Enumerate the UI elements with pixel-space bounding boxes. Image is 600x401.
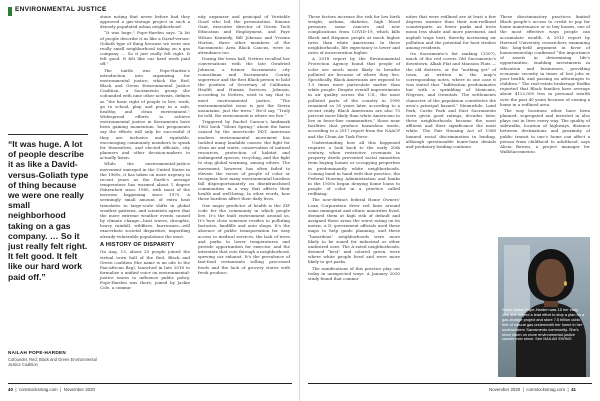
paragraph: Understanding how all this happened requires a look back to the early 20th century, when restrictive covenants in property deeds prevented racial minorities from buying homes or occupying properties in predominantly white neighborhoods. Coming hand in hand with that practice, the Federal Housing Administration and banks in the 1930s began denying home loans to people of color in a practice called redlining. xyxy=(308,139,400,197)
section-marker xyxy=(8,7,12,16)
column-4 xyxy=(406,14,496,150)
column-2 xyxy=(198,14,290,276)
paragraph: The way locations other have been planned, segregated and invested in also plays out in lives every way. The quality of sidewalks, location of highways, distance between destinations and proximity of public transit to one’s home can affect a person from childhood to adulthood, says Alicia Bowen, a project manager for WalkSacramento. xyxy=(500,107,590,155)
footer-right: November 2020 | comstocksmag.com | 41 xyxy=(489,387,576,392)
page-number: 40 xyxy=(8,387,13,392)
paragraph: “It was huge,” Pope-Harden says. “A lot of people describe it as like a David-versus-Goliath type of thing because we were one really small neighborhood taking on a gas company. … So it just really felt right. It felt good. It felt like our hard work paid off.” xyxy=(100,30,190,67)
issue-date: November 2020 xyxy=(489,387,521,392)
column-5 xyxy=(500,14,590,155)
paragraph: One major predictor of health is the ZIP code for the community in which people live. It’s the built environment around us. It’s how close someone resides to polluting factories, landfills and auto shops. It’s the absence of public transportation for easy access to medical services, the lack of trees and parks to lower temperatures and provide opportunities for exercise, and the interstate that cuts through a neighborhood, spewing car exhaust. It’s the prevalence of fast-food restaurants selling processed foods and the lack of grocery stores with fresh produce. xyxy=(198,202,290,275)
column-3 xyxy=(308,14,400,282)
paragraph: These discriminatory practices limited Black people’s access to credit to pay for home maintenance or to buy homes, one of the most effective ways people can accumulate wealth. A 2015 report by Harvard University researchers examining this long-held argument in favor of homeownership confirmed “the importance of assets in determining life’s opportunities, enabling investments in education and businesses, providing economic security in times of lost jobs or poor health, and passing on advantages to children.” The real-estate brokerage Redfin reported that Black families have average about $122,000 less in personal wealth over the past 40 years because of owning a home in a redlined area. xyxy=(500,14,590,107)
pull-quote-name: NAILAH POPE-HARDEN xyxy=(8,350,66,355)
photo-earring xyxy=(564,281,567,286)
photo-figure-face xyxy=(536,259,566,297)
paragraph: While the environmental-justice movement emerged in the United States in the 1960s, it has taken on more urgency in recent years as the Earth’s average temperature has warmed about 1 degree Fahrenheit since 1980, with most of the increase happening since 1975. A seemingly small amount of extra heat translates to large-scale shifts in global weather patterns, and scientists agree that the more extreme weather events caused by climate change—heat waves, droughts, heavy rainfall, wildfires, hurricanes—will exacerbate societal disparities, imperiling already-vulnerable populations the most. xyxy=(100,161,190,239)
paragraph: stone noting that never before had they approved a gas-storage project in such a densely populated urban neighborhood. xyxy=(100,14,190,30)
quote-rule xyxy=(8,134,88,135)
photo-window xyxy=(504,245,530,315)
photo-caption: When Nailah Pope-Harden was 15 her early 20s, she helped a lead effort to stop a plan for a gas-storage project and store 7.5 billion cubic feet of natural gas underneath her home in her southwestern Sacramento community. She’s since taken on more environmental-justice causes ever since. See NAILAH EWING xyxy=(502,307,585,342)
paragraph: On Sacramento’s list ranking (1307), much of the red covers Old Sacramento’s downtown, Alkali Flat and Mansion Flats — the old districts, or the “nothing yet” of town, as written in the map’s corresponding notes, where in one case it was stated that “Infiltration predominates but with a sprinkling of Mexicans, Negroes, and Orientals. The settlements character of the population constitutes the area’s principal hazard.” Meanwhile, Land Park, Curtis Park and East Sacramento were given good ratings; decades later, these neighborhoods become the most affluent and their significance the most white. The Fair Housing Act of 1968 banned racial discrimination in lending, although questionable home-loan denials and predatory lending continue. xyxy=(406,51,496,149)
paragraph: A 2018 report by the Environmental Protection Agency found that people of color are much more likely to breathe polluted air because of where they live. Specifically, Black Americans are exposed to 1.5 times more particulate matter than white people. Despite overall improvements in air quality across the U.S., the most polluted parts of the country in 1990 remained so 20 years later, according to a recent study. Black Americans are also 75 percent more likely than white Americans to live in fence-line communities,” those near facilities that produce hazardous waste, according to a 2017 report from the NAACP and the Clean Air Task Force. xyxy=(308,56,400,139)
column-1 xyxy=(100,14,190,292)
paragraph: The battle was Pope-Harden’s introduction into organizing for environmental justice, which the Red, Black and Green Environmental Justice Coalition, a Sacramento group she cofounded with nine other activists, defines as “the basic right of people to live, work, go to school, play, and pray in a safe, healthy, and clean environment.” Widespread efforts to achieve environmental justice in Sacramento have been gaining momentum, but proponents say the efforts will only be successful if they are inclusive and equitable, encouraging community members to speak for themselves, and elected officials, city planners and other decision-makers to actually listen. xyxy=(100,67,190,161)
paragraph: These factors increase the risk for low birth weight, asthma, diabetes, high blood pressure, some cancers and now complications from COVID-19, which kills Black and Hispanic people at much higher rates than white Americans. In these neighborhoods, life expectancy is lower and rates of incarceration higher. xyxy=(308,14,400,56)
footer-rule xyxy=(8,383,292,384)
footer-rule xyxy=(308,383,592,384)
paragraph: The now-defunct federal Home Owners’ Loan Corporation drew red lines around some immigrant and ethnic minorities lived, deemed them at high risk of default and assigned these areas the worst rating on its metric, a D, government officials used these maps to help guide planning, and these “hazardous” neighborhoods were more likely to be zoned for industrial or other undesired uses. The A-rated neighborhoods, deemed “best” and colored green, were where white people lived and were more likely to get parks. xyxy=(308,197,400,265)
section-label: ENVIRONMENTAL JUSTICE xyxy=(15,6,107,13)
site-link[interactable]: comstocksmag.com xyxy=(18,387,58,392)
paragraph: Triggered by Rachel Carson’s landmark 1962 book “Silent Spring,” about the harm caused by the insecticide DDT, American modern environmental movement has tackled many laudable causes: the fight for clean air and water, conservation of natural resources, protection of habitat and endangered species, recycling, and the fight to stop global warming, among others. The movement, however, has often failed to elevate the voices of people of color or recognize how many environmental burdens fall disproportionately on disenfranchised communities in a way that affects their health and well-being. In other words, how these burdens affect their daily lives. xyxy=(198,119,290,202)
paragraph: On Aug. 13, about 20 people joined the virtual town hall of the Red, Black and Green coalition (the name is an ode to the Pan-African flag), launched in late 2018 to formalize a unified voice on environmental-justice issues to influence public policy. Pope-Harden was there, joined by Jackie Cole, a commu- xyxy=(100,249,190,291)
issue-date: November 2020 xyxy=(63,387,95,392)
site-link[interactable]: comstocksmag.com xyxy=(526,387,566,392)
paragraph: nity organizer and principal of Veritable Good who led the presentation. Simone Gant, executive director of Green Tech Education and Employment, and Faye Wilson Kennedy, Bill Johnson and Yvonne Horton, three other members of the Sacramento Area Black Caucus, were in attendance too. xyxy=(198,14,290,56)
paragraph: During the town hall, Nettres recalled her conversations with the late Gwafried Johnson, a former Sacramento city councilman and Sacramento County supervisor and the first Black person to hold the position of Secretary of California Health and Human Services. Johnson, according to Nettres, used to say that to meet environmental justice, “The environmentalist issue is just the Sierra mountains, just the trees.” He’d say, “Truly be told, the environment is where we live.” xyxy=(198,56,290,118)
paragraph: The ramifications of this practice play out today in unexpected ways. A January 2020 study found that commu- xyxy=(308,265,400,281)
paragraph: nities that were redlined are at least a few degrees warmer than their non-redlined counterparts, as fewer parks and trees mean less shade and more pavement, and asphalt traps heat, thereby increasing air pollution and the potential for heat strokes among residents. xyxy=(406,14,496,50)
pull-quote: “It was huge. A lot of people describe it as like a David-versus-Goliath type of thing because we were one really small neighborhood taking on a gas company. … So it just really felt right. It felt good. It felt like our hard work paid off.” xyxy=(8,139,89,282)
pull-quote-role: Cofounder, Red, Black and Green Environmental Justice Coalition xyxy=(8,357,97,367)
page-number: 41 xyxy=(571,387,576,392)
subheading: A HISTORY OF DISPARITY xyxy=(100,241,175,248)
footer-left: 40 | comstocksmag.com | November 2020 xyxy=(8,387,95,392)
